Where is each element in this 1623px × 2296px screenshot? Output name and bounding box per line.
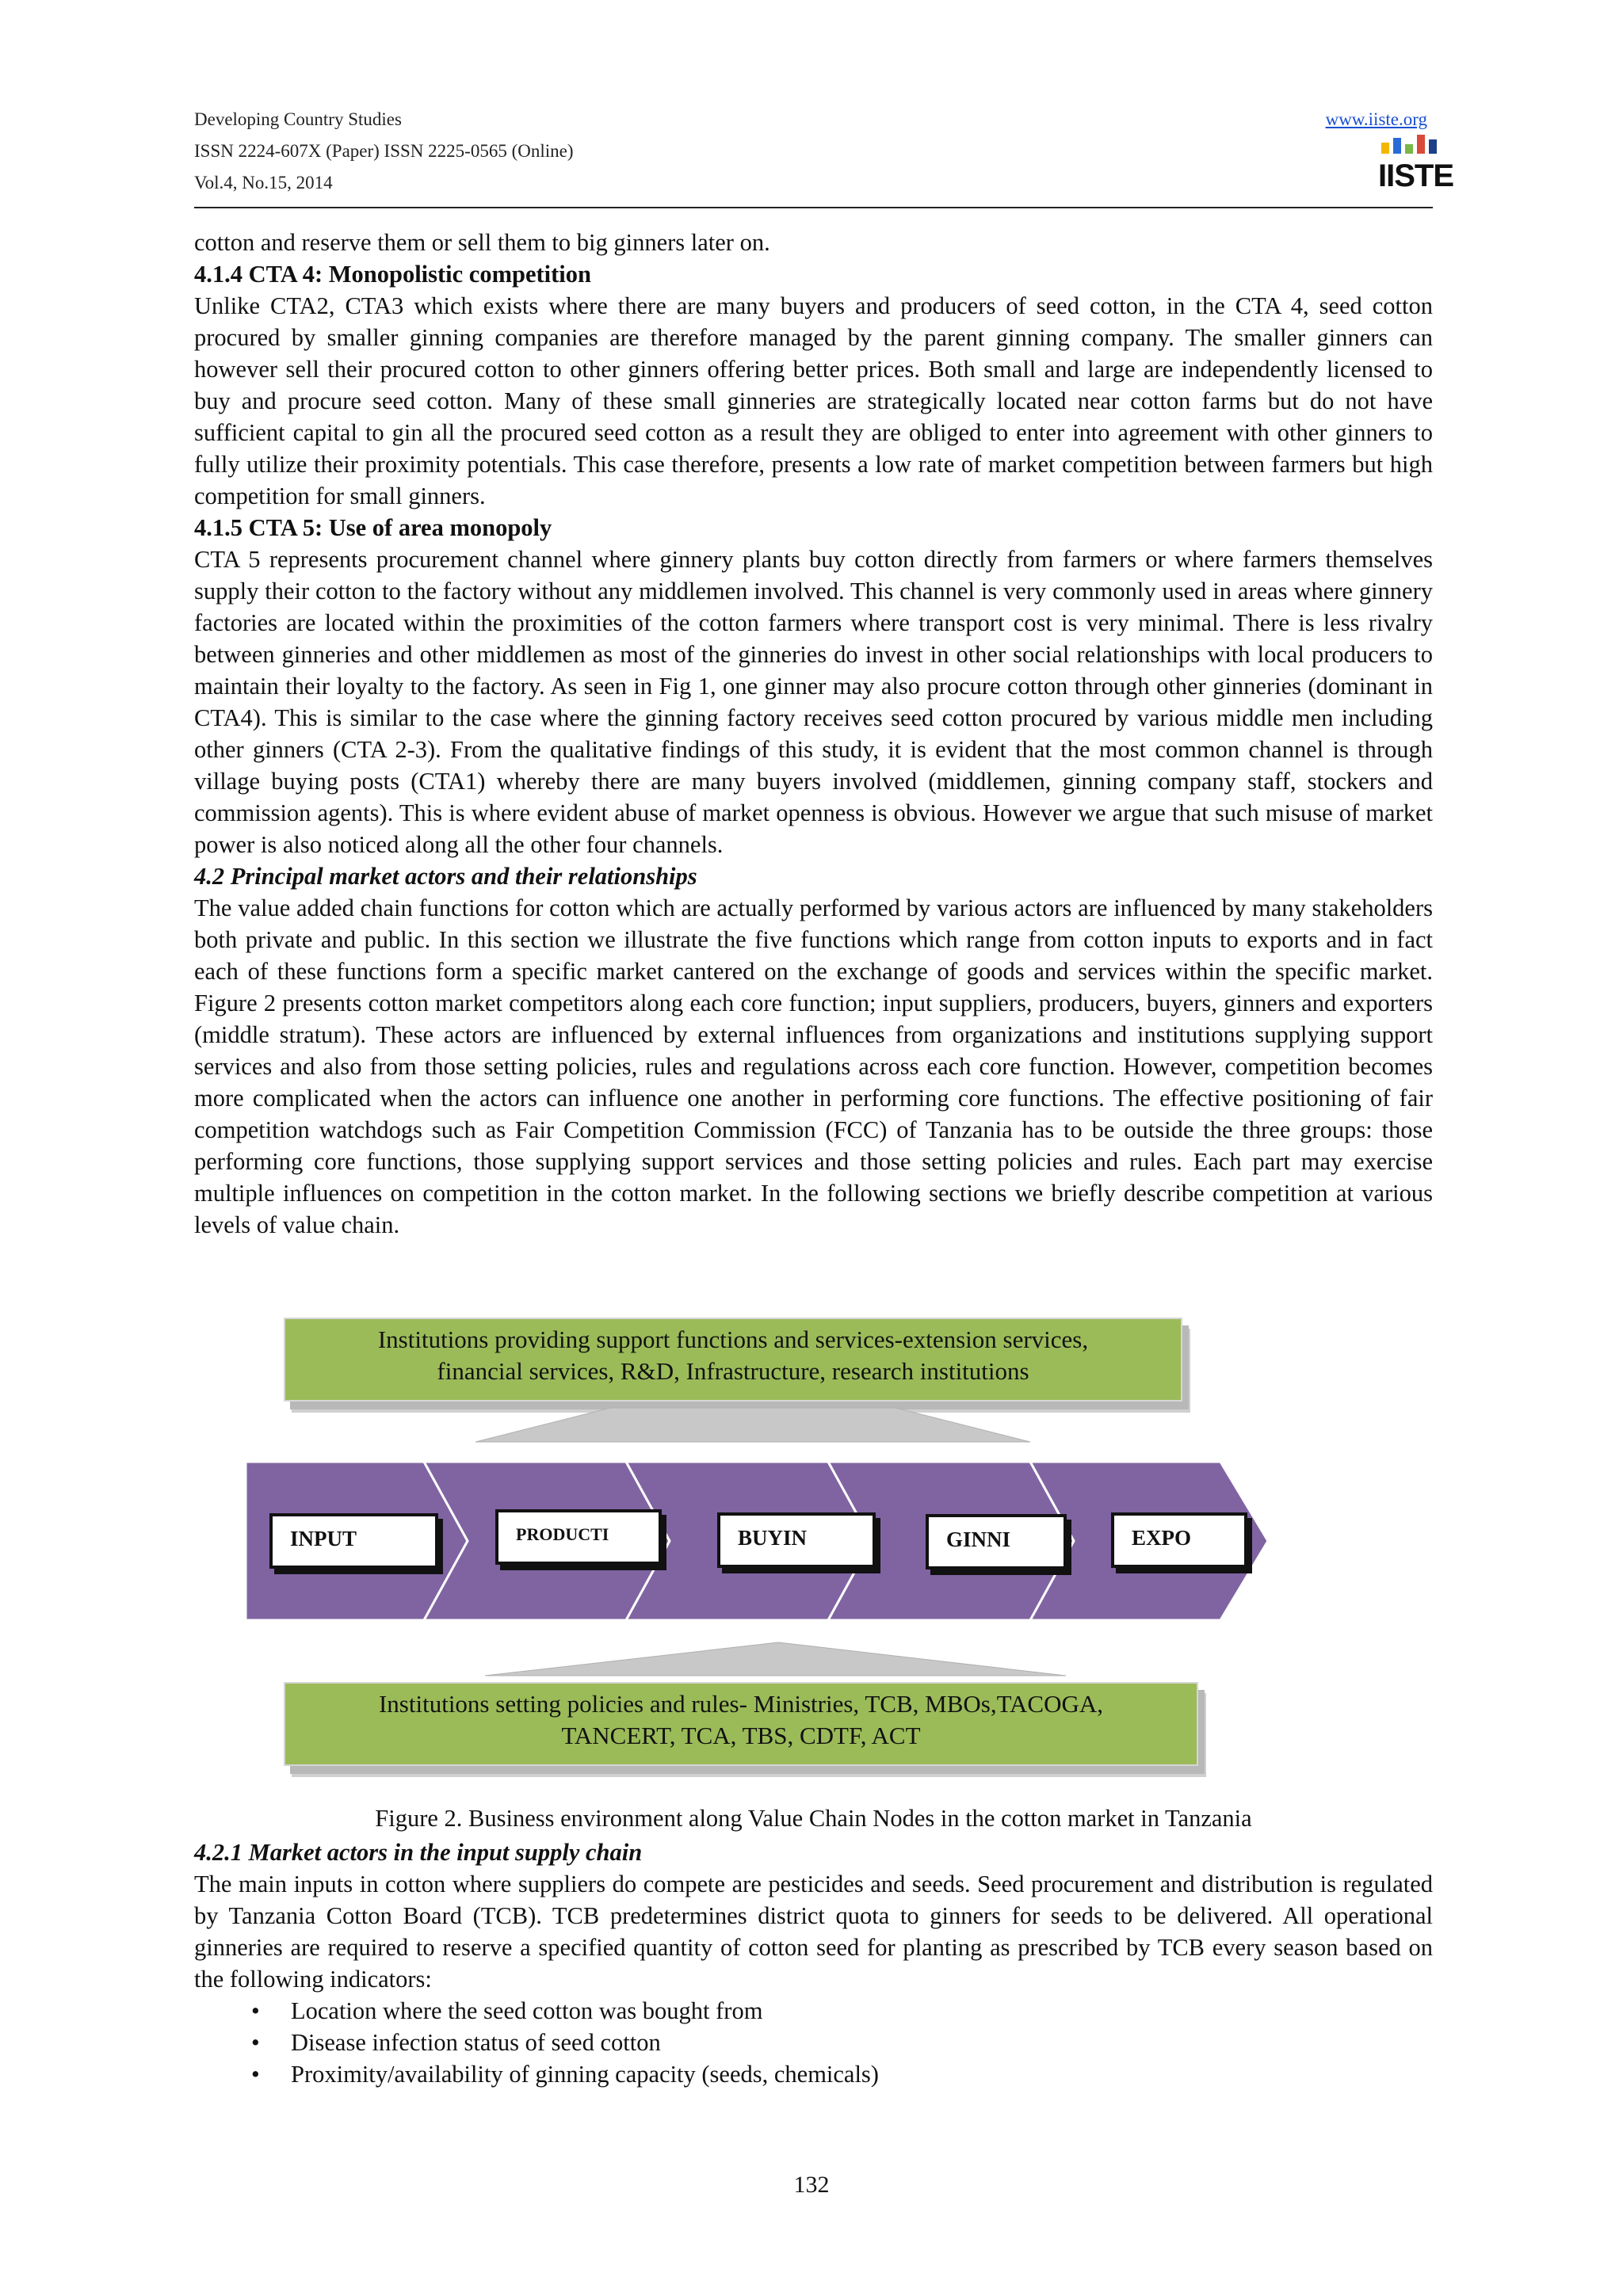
heading-cta4: 4.1.4 CTA 4: Monopolistic competition	[194, 261, 591, 288]
page-number: 132	[793, 2172, 830, 2198]
figure-value-chain	[238, 1311, 1276, 1787]
policy-box-line1: Institutions setting policies and rules- Ministries, TCB, MBOs,TACOGA,	[378, 1690, 1103, 1718]
paragraph-cta5: CTA 5 represents procurement channel where ginnery plants buy cotton directly from farmers or where farmers themselves supply their cotton to the factory without any middlemen involved. This channel is very commonly used in areas where ginnery factories are located within the proximities of the cotton farmers where transport cost is very minimal. There is less rivalry between ginneries and other middlemen as most of the ginneries do invest in other social relationships with local producers to maintain their loyalty to the factory. As seen in Fig 1, one ginner may also procure cotton through other ginneries (dominant in CTA4). This is similar to the case where the ginning factory receives seed cotton procured by various middle men including other ginners (CTA 2-3). From the qualitative findings of this study, it is evident that the most common channel is through village buying posts (CTA1) whereby there are many buyers involved (middlemen, ginning company staff, stockers and commission agents). This is where evident abuse of market openness is obvious. However we argue that such misuse of market power is also noticed along all the other four channels.	[194, 546, 1433, 858]
iiste-logo	[1378, 135, 1454, 198]
list-item: • Location where the seed cotton was bought from	[194, 1995, 1433, 2027]
body-text-lower	[194, 1836, 1433, 2090]
indicator-list	[194, 1995, 1433, 2090]
down-arrow-icon	[475, 1408, 1030, 1442]
paragraph-cta4: Unlike CTA2, CTA3 which exists where there are many buyers and producers of seed cotton, in the CTA 4, seed cotton procured by smaller ginning companies are therefore managed by the parent ginning company. The smaller ginners can however sell their procured cotton to other ginners offering better prices. Both small and large are independently licensed to buy and procure seed cotton. Many of these small ginneries are strategically located near cotton farms but do not have sufficient capital to gin all the procured seed cotton as a result they are obliged to enter into agreement with other ginners to fully utilize their proximity potentials. This case therefore, presents a low rate of market competition between farmers but high competition for small ginners.	[194, 292, 1433, 509]
logo-bars-icon	[1381, 135, 1437, 154]
support-box-line1: Institutions providing support functions and services-extension services,	[377, 1325, 1089, 1353]
policy-box-line2: TANCERT, TCA, TBS, CDTF, ACT	[561, 1722, 921, 1749]
paragraph-section-4-2-1: The main inputs in cotton where suppliers do compete are pesticides and seeds. Seed procurement and distribution is regulated by Tanzania Cotton Board (TCB). TCB predetermines district quota to ginners for seeds to be delivered. All operational ginneries are required to reserve a specified quantity of cotton seed for planting as prescribed by TCB every season based on the following indicators:	[194, 1871, 1433, 1993]
chain-label-buying: BUYIN	[717, 1512, 876, 1568]
paragraph-section-4-2: The value added chain functions for cotton which are actually performed by various actors are influenced by many stakeholders both private and public. In this section we illustrate the five functions which range from cotton inputs to exports and in fact each of these functions form a specific market cantered on the exchange of goods and services within the specific market. Figure 2 presents cotton market competitors along each core function; input suppliers, producers, buyers, ginners and exporters (middle stratum). These actors are influenced by external influences from organizations and institutions supplying support services and also from those setting policies, rules and regulations across each core function. However, competition becomes more complicated when the actors can influence one another in performing core functions. The effective positioning of fair competition watchdogs such as Fair Competition Commission (FCC) of Tanzania has to be outside the three groups: those performing core functions, those supplying support services and those setting policies and rules. Each part may exercise multiple influences on competition in the cotton market. In the following sections we briefly describe competition at various levels of value chain.	[194, 894, 1433, 1238]
header-divider	[194, 207, 1433, 208]
heading-cta5: 4.1.5 CTA 5: Use of area monopoly	[194, 514, 552, 541]
journal-name: Developing Country Studies	[194, 109, 402, 129]
paragraph-intro: cotton and reserve them or sell them to big ginners later on.	[194, 229, 770, 256]
journal-url-link[interactable]: www.iiste.org	[1325, 109, 1427, 129]
figure-caption: Figure 2. Business environment along Value Chain Nodes in the cotton market in Tanzania	[375, 1805, 1252, 1832]
list-item: • Disease infection status of seed cotton	[194, 2027, 1433, 2058]
list-item: • Proximity/availability of ginning capacity (seeds, chemicals)	[194, 2058, 1433, 2090]
up-arrow-icon	[485, 1642, 1066, 1676]
heading-section-4-2: 4.2 Principal market actors and their relationships	[194, 863, 697, 890]
chain-label-production: PRODUCTI	[495, 1509, 662, 1565]
body-text-upper	[194, 227, 1433, 1241]
chain-label-export: EXPO	[1111, 1512, 1247, 1568]
support-box-line2: financial services, R&D, Infrastructure, research institutions	[437, 1357, 1029, 1385]
journal-volume: Vol.4, No.15, 2014	[194, 173, 333, 193]
heading-section-4-2-1: 4.2.1 Market actors in the input supply chain	[194, 1839, 643, 1866]
logo-wordmark: IISTE	[1378, 158, 1454, 193]
journal-issn: ISSN 2224-607X (Paper) ISSN 2225-0565 (Online)	[194, 141, 574, 161]
policy-institutions-box	[284, 1682, 1198, 1766]
chain-label-input: INPUT	[269, 1513, 438, 1569]
chain-label-ginning: GINNI	[926, 1514, 1067, 1569]
